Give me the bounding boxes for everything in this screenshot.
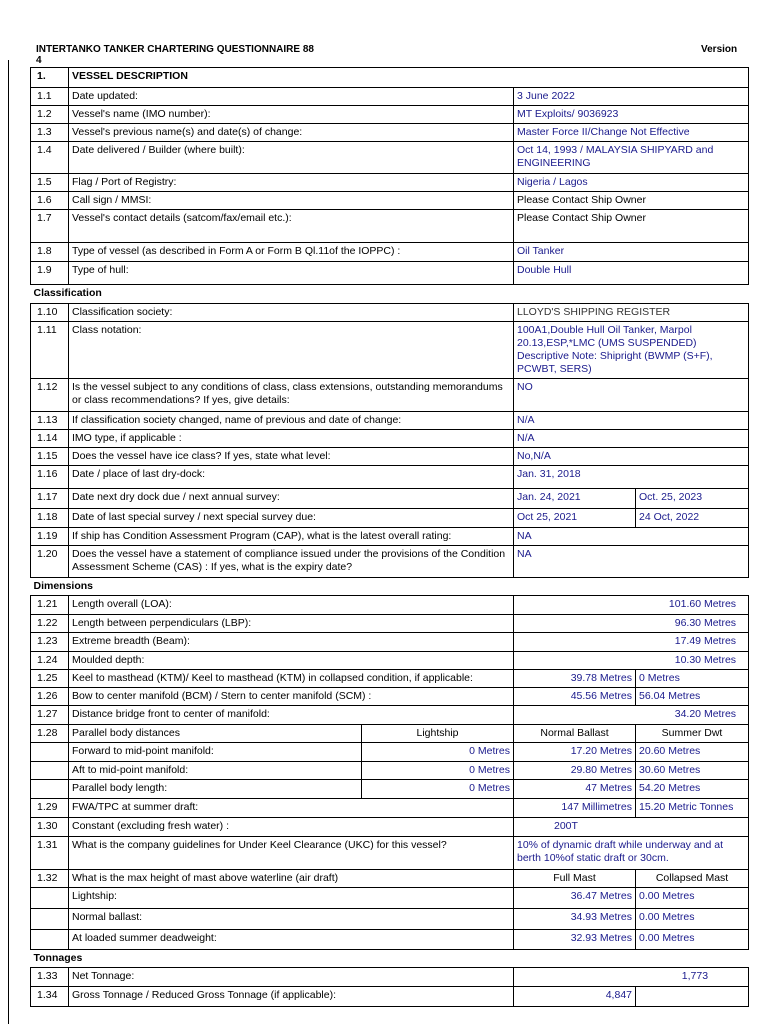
- table-row: [31, 262, 749, 285]
- row-answer-2: 0.00 Metres: [636, 888, 749, 909]
- table-row: [31, 706, 749, 725]
- col-header-collapsed-mast: Collapsed Mast: [636, 870, 749, 888]
- row-answer: 101.60 Metres: [514, 596, 749, 615]
- row-number: 1.9: [31, 262, 69, 285]
- row-number: 1.7: [31, 210, 69, 243]
- row-number: 1.31: [31, 837, 69, 870]
- row-answer-2: Oct. 25, 2023: [636, 489, 749, 509]
- table-row: [31, 688, 749, 706]
- row-number: 1.1: [31, 88, 69, 106]
- row-answer-1: 36.47 Metres: [514, 888, 636, 909]
- row-number: 1.23: [31, 633, 69, 652]
- table-row: [31, 930, 749, 950]
- row-answer: 10% of dynamic draft while underway and at berth 10%of static draft or 30cm.: [514, 837, 749, 870]
- section-title: VESSEL DESCRIPTION: [69, 68, 749, 88]
- row-number: 1.6: [31, 192, 69, 210]
- row-answer: Jan. 31, 2018: [514, 466, 749, 489]
- row-answer-1: 0 Metres: [362, 780, 514, 799]
- row-question: Net Tonnage:: [69, 968, 514, 987]
- row-number: 1.13: [31, 412, 69, 430]
- section-title: Dimensions: [31, 578, 749, 596]
- version-label: Version: [701, 44, 738, 55]
- row-question: Date updated:: [69, 88, 514, 106]
- row-answer-2: 15.20 Metric Tonnes: [636, 799, 749, 818]
- row-question: What is the company guidelines for Under Keel Clearance (UKC) for this vessel?: [69, 837, 514, 870]
- row-number: 1.2: [31, 106, 69, 124]
- row-answer-2: 0 Metres: [636, 670, 749, 688]
- row-question: Date / place of last dry-dock:: [69, 466, 514, 489]
- table-row: [31, 799, 749, 818]
- row-question: Distance bridge front to center of manifold:: [69, 706, 514, 725]
- row-answer-1: 32.93 Metres: [514, 930, 636, 950]
- row-answer: 17.49 Metres: [514, 633, 749, 652]
- row-number: 1.33: [31, 968, 69, 987]
- table-row: [31, 743, 749, 762]
- table-row: [31, 124, 749, 142]
- row-answer: 10.30 Metres: [514, 652, 749, 670]
- row-question: Class notation:: [69, 322, 514, 379]
- row-answer: Please Contact Ship Owner: [514, 192, 749, 210]
- table-row: [31, 509, 749, 528]
- row-answer-1: 0 Metres: [362, 762, 514, 780]
- col-header-full-mast: Full Mast: [514, 870, 636, 888]
- row-answer: N/A: [514, 430, 749, 448]
- row-number: [31, 743, 69, 762]
- row-number: 1.22: [31, 615, 69, 633]
- row-number: 1.17: [31, 489, 69, 509]
- row-answer: 3 June 2022: [514, 88, 749, 106]
- row-answer-1: 34.93 Metres: [514, 909, 636, 930]
- row-question: Date of last special survey / next special survey due:: [69, 509, 514, 528]
- table-row: [31, 304, 749, 322]
- row-number: [31, 909, 69, 930]
- version-number: 4: [36, 55, 42, 66]
- row-question: Aft to mid-point manifold:: [69, 762, 362, 780]
- col-header-lightship: Lightship: [362, 725, 514, 743]
- row-number: [31, 762, 69, 780]
- table-row: [31, 379, 749, 412]
- questionnaire-table: [30, 67, 749, 1007]
- row-answer-1: 39.78 Metres: [514, 670, 636, 688]
- row-number: 1.26: [31, 688, 69, 706]
- section-tonnages: [31, 950, 749, 968]
- row-number: 1.30: [31, 818, 69, 837]
- row-number: 1.11: [31, 322, 69, 379]
- row-answer: Master Force II/Change Not Effective: [514, 124, 749, 142]
- row-number: 1.12: [31, 379, 69, 412]
- row-answer-1: 147 Millimetres: [514, 799, 636, 818]
- row-answer: 200T: [514, 818, 749, 837]
- row-answer: 34.20 Metres: [514, 706, 749, 725]
- row-number: 1.16: [31, 466, 69, 489]
- table-row: [31, 633, 749, 652]
- row-question: If classification society changed, name of previous and date of change:: [69, 412, 514, 430]
- row-answer: 1,773: [514, 968, 749, 987]
- row-question: Is the vessel subject to any conditions of class, class extensions, outstanding memorandums or class recommendations? If yes, give details:: [69, 379, 514, 412]
- table-row: [31, 210, 749, 243]
- row-answer-1: 0 Metres: [362, 743, 514, 762]
- row-question: Bow to center manifold (BCM) / Stern to center manifold (SCM) :: [69, 688, 514, 706]
- row-number: 1.3: [31, 124, 69, 142]
- row-answer: Oct 14, 1993 / MALAYSIA SHIPYARD and ENGINEERING: [514, 142, 749, 174]
- row-answer-2: 56.04 Metres: [636, 688, 749, 706]
- row-answer-2: 0.00 Metres: [636, 930, 749, 950]
- row-answer-1: 45.56 Metres: [514, 688, 636, 706]
- section-classification: [31, 285, 749, 304]
- row-question: What is the max height of mast above waterline (air draft): [69, 870, 514, 888]
- row-number: 1.24: [31, 652, 69, 670]
- row-question: Vessel's previous name(s) and date(s) of change:: [69, 124, 514, 142]
- row-question: Lightship:: [69, 888, 514, 909]
- row-answer: 100A1,Double Hull Oil Tanker, Marpol 20.13,ESP,*LMC (UMS SUSPENDED) Descriptive Note: Shipright (BWMP (S+F), PCWBT, SERS): [514, 322, 749, 379]
- row-question: Constant (excluding fresh water) :: [69, 818, 514, 837]
- table-row: [31, 888, 749, 909]
- row-answer: NO: [514, 379, 749, 412]
- row-answer: NA: [514, 528, 749, 546]
- row-number: 1.10: [31, 304, 69, 322]
- table-row: [31, 174, 749, 192]
- row-number: 1.19: [31, 528, 69, 546]
- row-question: Length overall (LOA):: [69, 596, 514, 615]
- col-header-normal-ballast: Normal Ballast: [514, 725, 636, 743]
- row-answer: No,N/A: [514, 448, 749, 466]
- row-question: Length between perpendiculars (LBP):: [69, 615, 514, 633]
- table-row: [31, 448, 749, 466]
- table-row: [31, 412, 749, 430]
- row-question: Does the vessel have ice class? If yes, state what level:: [69, 448, 514, 466]
- row-number: [31, 888, 69, 909]
- row-answer-2: 17.20 Metres: [514, 743, 636, 762]
- table-row: [31, 192, 749, 210]
- row-number: 1.14: [31, 430, 69, 448]
- table-row: [31, 322, 749, 379]
- row-question: Date delivered / Builder (where built):: [69, 142, 514, 174]
- row-question: Normal ballast:: [69, 909, 514, 930]
- row-question: IMO type, if applicable :: [69, 430, 514, 448]
- row-number: [31, 780, 69, 799]
- document-title: INTERTANKO TANKER CHARTERING QUESTIONNAIRE 88: [36, 44, 314, 55]
- row-number: [31, 930, 69, 950]
- table-row: [31, 596, 749, 615]
- row-number: 1.20: [31, 546, 69, 578]
- row-answer-3: 30.60 Metres: [636, 762, 749, 780]
- row-number: 1.25: [31, 670, 69, 688]
- table-row: [31, 142, 749, 174]
- row-number: 1.32: [31, 870, 69, 888]
- row-answer-2: 29.80 Metres: [514, 762, 636, 780]
- table-row: [31, 870, 749, 888]
- table-row: [31, 909, 749, 930]
- section-title: Tonnages: [31, 950, 749, 968]
- row-number: 1.4: [31, 142, 69, 174]
- table-row: [31, 243, 749, 262]
- row-answer: N/A: [514, 412, 749, 430]
- row-question: Type of vessel (as described in Form A or Form B Ql.11of the IOPPC) :: [69, 243, 514, 262]
- row-number: 1.18: [31, 509, 69, 528]
- row-answer: Please Contact Ship Owner: [514, 210, 749, 243]
- table-row: [31, 762, 749, 780]
- row-answer: Oil Tanker: [514, 243, 749, 262]
- row-number: 1.29: [31, 799, 69, 818]
- table-row: [31, 670, 749, 688]
- row-answer: LLOYD'S SHIPPING REGISTER: [514, 304, 749, 322]
- row-question: Classification society:: [69, 304, 514, 322]
- table-row: [31, 528, 749, 546]
- row-number: 1.5: [31, 174, 69, 192]
- table-row: [31, 968, 749, 987]
- table-row: [31, 88, 749, 106]
- row-question: FWA/TPC at summer draft:: [69, 799, 514, 818]
- row-question: Extreme breadth (Beam):: [69, 633, 514, 652]
- row-question: Forward to mid-point manifold:: [69, 743, 362, 762]
- row-question: Vessel's contact details (satcom/fax/email etc.):: [69, 210, 514, 243]
- row-question: Vessel's name (IMO number):: [69, 106, 514, 124]
- row-question: Call sign / MMSI:: [69, 192, 514, 210]
- table-row: [31, 987, 749, 1007]
- section-title: Classification: [31, 285, 749, 304]
- table-row: [31, 546, 749, 578]
- col-header-summer-dwt: Summer Dwt: [636, 725, 749, 743]
- table-row: [31, 780, 749, 799]
- table-row: [31, 466, 749, 489]
- row-number: 1.8: [31, 243, 69, 262]
- row-question: Flag / Port of Registry:: [69, 174, 514, 192]
- table-row: [31, 725, 749, 743]
- row-answer-3: 20.60 Metres: [636, 743, 749, 762]
- row-answer: Double Hull: [514, 262, 749, 285]
- row-question: Date next dry dock due / next annual survey:: [69, 489, 514, 509]
- row-answer-3: 54.20 Metres: [636, 780, 749, 799]
- table-row: [31, 818, 749, 837]
- row-number: 1.15: [31, 448, 69, 466]
- row-answer-2: 47 Metres: [514, 780, 636, 799]
- row-answer: Nigeria / Lagos: [514, 174, 749, 192]
- table-row: [31, 106, 749, 124]
- row-answer-1: Oct 25, 2021: [514, 509, 636, 528]
- row-answer: NA: [514, 546, 749, 578]
- row-question: Gross Tonnage / Reduced Gross Tonnage (if applicable):: [69, 987, 514, 1007]
- table-row: [31, 837, 749, 870]
- table-row: [31, 489, 749, 509]
- table-row: [31, 615, 749, 633]
- row-number: 1.34: [31, 987, 69, 1007]
- row-number: 1.28: [31, 725, 69, 743]
- row-question: If ship has Condition Assessment Program (CAP), what is the latest overall rating:: [69, 528, 514, 546]
- row-question: Parallel body distances: [69, 725, 362, 743]
- row-answer-1: 4,847: [514, 987, 636, 1007]
- row-question: Parallel body length:: [69, 780, 362, 799]
- row-answer: 96.30 Metres: [514, 615, 749, 633]
- row-answer-2: 0.00 Metres: [636, 909, 749, 930]
- row-number: 1.21: [31, 596, 69, 615]
- row-question: Moulded depth:: [69, 652, 514, 670]
- row-answer-1: Jan. 24, 2021: [514, 489, 636, 509]
- table-row: [31, 430, 749, 448]
- section-dimensions: [31, 578, 749, 596]
- section-vessel-description: [31, 68, 749, 88]
- row-answer: MT Exploits/ 9036923: [514, 106, 749, 124]
- row-question: Keel to masthead (KTM)/ Keel to masthead (KTM) in collapsed condition, if applicable:: [69, 670, 514, 688]
- row-question: Does the vessel have a statement of compliance issued under the provisions of the Condition Assessment Scheme (CAS) : If yes, what is the expiry date?: [69, 546, 514, 578]
- row-question: At loaded summer deadweight:: [69, 930, 514, 950]
- margin-rule: [8, 60, 9, 1024]
- row-answer-2: [636, 987, 749, 1007]
- table-row: [31, 652, 749, 670]
- row-answer-2: 24 Oct, 2022: [636, 509, 749, 528]
- section-number: 1.: [31, 68, 69, 88]
- row-number: 1.27: [31, 706, 69, 725]
- row-question: Type of hull:: [69, 262, 514, 285]
